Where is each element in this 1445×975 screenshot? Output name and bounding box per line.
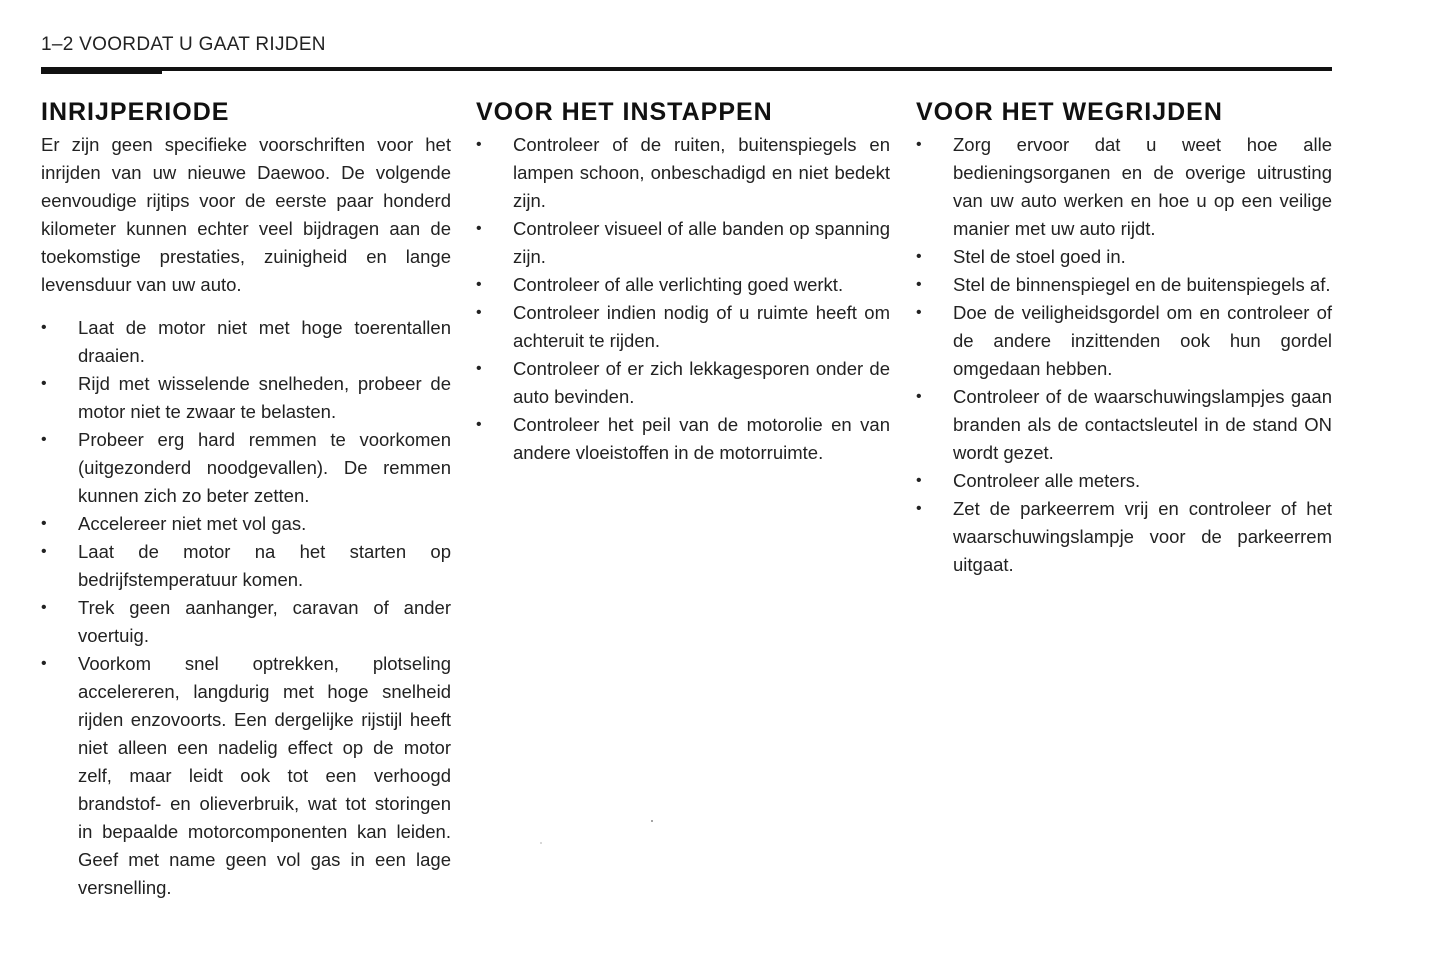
section-title-voor-het-instappen: VOOR HET INSTAPPEN <box>476 98 773 126</box>
list-item-text: Controleer of de ruiten, buitenspiegels en lampen schoon, onbeschadigd en niet bedekt zijn. <box>513 134 890 211</box>
bullet-icon: • <box>41 515 47 532</box>
bullet-icon: • <box>916 304 922 321</box>
page-header: 1–2 VOORDAT U GAAT RIJDEN <box>41 34 326 55</box>
bullet-icon: • <box>476 416 482 433</box>
bullet-list-inrijperiode <box>41 314 451 902</box>
list-item <box>41 650 451 902</box>
list-item-text: Laat de motor na het starten op bedrijfstemperatuur komen. <box>78 541 451 590</box>
section-title-inrijperiode: INRIJPERIODE <box>41 98 230 126</box>
list-item <box>41 594 451 650</box>
bullet-icon: • <box>476 360 482 377</box>
list-item <box>916 271 1332 299</box>
header-rule-tab <box>41 71 162 74</box>
list-item <box>41 510 451 538</box>
list-item-text: Controleer of de waarschuwingslampjes gaan branden als de contactsleutel in de stand ON wordt gezet. <box>953 386 1332 463</box>
scan-speck <box>540 842 542 844</box>
list-item-text: Rijd met wisselende snelheden, probeer de motor niet te zwaar te belasten. <box>78 373 451 422</box>
bullet-list-voor-het-wegrijden <box>916 131 1332 579</box>
bullet-icon: • <box>476 136 482 153</box>
list-item <box>476 215 890 271</box>
list-item-text: Controleer indien nodig of u ruimte heeft om achteruit te rijden. <box>513 302 890 351</box>
column-voor-het-instappen <box>476 97 890 467</box>
bullet-icon: • <box>916 388 922 405</box>
list-item <box>916 495 1332 579</box>
list-item <box>476 271 890 299</box>
list-item <box>41 538 451 594</box>
bullet-icon: • <box>41 599 47 616</box>
list-item-text: Zet de parkeerrem vrij en controleer of het waarschuwingslampje voor de parkeerrem uitgaat. <box>953 498 1332 575</box>
bullet-icon: • <box>41 655 47 672</box>
list-item <box>916 243 1332 271</box>
column-inrijperiode <box>41 97 451 902</box>
list-item <box>41 370 451 426</box>
bullet-icon: • <box>916 136 922 153</box>
list-item-text: Controleer het peil van de motorolie en van andere vloeistoffen in de motorruimte. <box>513 414 890 463</box>
list-item-text: Voorkom snel optrekken, plotseling accelereren, langdurig met hoge snelheid rijden enzovoorts. Een dergelijke rijstijl heeft niet alleen een nadelig effect op de motor zelf, maar leidt ook tot een verhoogd brandstof- en olieverbruik, wat tot storingen in bepaalde motorcomponenten kan leiden. Geef met name geen vol gas in een lage versnelling. <box>78 653 451 898</box>
list-item-text: Stel de stoel goed in. <box>953 246 1126 267</box>
list-item <box>476 131 890 215</box>
bullet-icon: • <box>476 220 482 237</box>
list-item <box>476 299 890 355</box>
bullet-list-voor-het-instappen <box>476 131 890 467</box>
list-item-text: Controleer of alle verlichting goed werkt. <box>513 274 844 295</box>
list-item <box>916 131 1332 243</box>
list-item <box>41 314 451 370</box>
bullet-icon: • <box>41 375 47 392</box>
list-item-text: Probeer erg hard remmen te voorkomen (uitgezonderd noodgevallen). De remmen kunnen zich zo beter zetten. <box>78 429 451 506</box>
list-item-text: Stel de binnenspiegel en de buitenspiegels af. <box>953 274 1331 295</box>
list-item <box>476 411 890 467</box>
bullet-icon: • <box>916 276 922 293</box>
scan-speck <box>651 820 653 822</box>
bullet-icon: • <box>476 276 482 293</box>
bullet-icon: • <box>41 431 47 448</box>
list-item-text: Accelereer niet met vol gas. <box>78 513 307 534</box>
list-item <box>916 299 1332 383</box>
intro-paragraph: Er zijn geen specifieke voorschriften voor het inrijden van uw nieuwe Daewoo. De volgende eenvoudige rijtips voor de eerste paar honderd kilometer kunnen echter veel bijdragen aan de toekomstige prestaties, zuinigheid en lange levensduur van uw auto. <box>41 134 451 295</box>
list-item-text: Controleer alle meters. <box>953 470 1141 491</box>
bullet-icon: • <box>41 543 47 560</box>
bullet-icon: • <box>476 304 482 321</box>
list-item-text: Trek geen aanhanger, caravan of ander voertuig. <box>78 597 451 646</box>
list-item-text: Controleer visueel of alle banden op spanning zijn. <box>513 218 890 267</box>
bullet-icon: • <box>916 472 922 489</box>
column-voor-het-wegrijden <box>916 97 1332 579</box>
list-item <box>41 426 451 510</box>
list-item-text: Laat de motor niet met hoge toerentallen draaien. <box>78 317 451 366</box>
list-item-text: Controleer of er zich lekkagesporen onder de auto bevinden. <box>513 358 890 407</box>
list-item <box>916 467 1332 495</box>
bullet-icon: • <box>916 500 922 517</box>
list-item <box>476 355 890 411</box>
list-item-text: Zorg ervoor dat u weet hoe alle bedieningsorganen en de overige uitrusting van uw auto werken en hoe u op een veilige manier met uw auto rijdt. <box>953 134 1332 239</box>
bullet-icon: • <box>916 248 922 265</box>
list-item-text: Doe de veiligheidsgordel om en controleer of de andere inzittenden ook hun gordel omgedaan hebben. <box>953 302 1332 379</box>
header-rule <box>41 67 1332 71</box>
bullet-icon: • <box>41 319 47 336</box>
section-title-voor-het-wegrijden: VOOR HET WEGRIJDEN <box>916 98 1223 126</box>
list-item <box>916 383 1332 467</box>
